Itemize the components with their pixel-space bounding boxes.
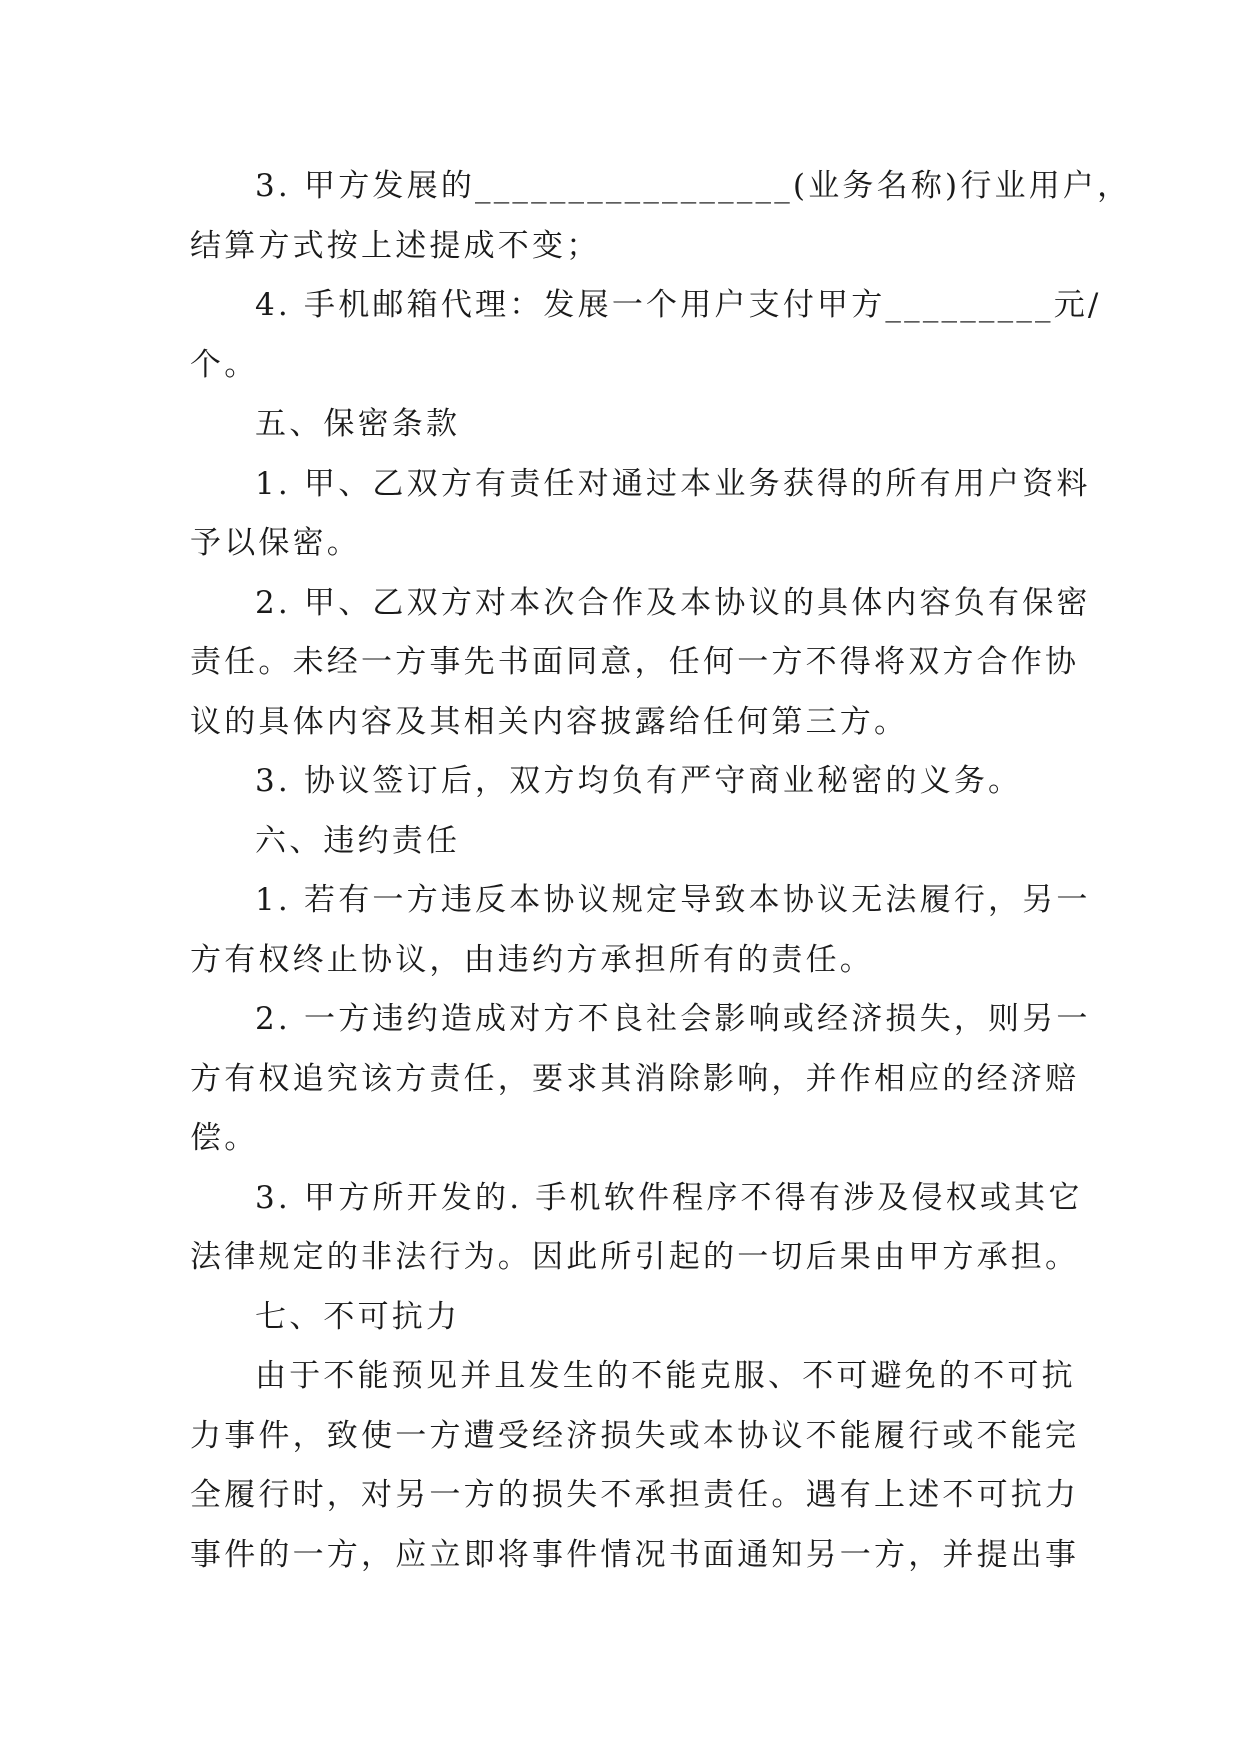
breach-clause-2-continuation: 方有权追究该方责任，要求其消除影响，并作相应的经济赔 [190,1060,1080,1097]
breach-clause-3-line: 3. 甲方所开发的. 手机软件程序不得有涉及侵权或其它 [255,1179,1083,1216]
confidentiality-clause-1-continuation: 予以保密。 [190,525,361,561]
force-majeure-paragraph-continuation: 事件的一方，应立即将事件情况书面通知另一方，并提出事 [190,1536,1080,1573]
clause-5-3-line: 3. 甲方发展的_________________(业务名称)行业用户， [255,168,1132,204]
breach-clause-1-continuation: 方有权终止协议，由违约方承担所有的责任。 [190,941,874,978]
confidentiality-clause-2-continuation: 责任。未经一方事先书面同意，任何一方不得将双方合作协 [190,644,1080,680]
breach-clause-2-line: 2. 一方违约造成对方不良社会影响或经济损失，则另一 [255,1001,1091,1037]
force-majeure-paragraph-continuation: 力事件，致使一方遭受经济损失或本协议不能履行或不能完 [190,1417,1080,1454]
breach-clause-3-continuation: 法律规定的非法行为。因此所引起的一切后果由甲方承担。 [190,1239,1080,1275]
confidentiality-clause-1-line: 1. 甲、乙双方有责任对通过本业务获得的所有用户资料 [255,465,1091,502]
force-majeure-paragraph-line: 由于不能预见并且发生的不能克服、不可避免的不可抗 [255,1358,1076,1394]
confidentiality-clause-3-line: 3. 协议签订后，双方均负有严守商业秘密的义务。 [255,763,1023,799]
confidentiality-clause-2-line: 2. 甲、乙双方对本次合作及本协议的具体内容负有保密 [255,584,1091,621]
force-majeure-paragraph-continuation: 全履行时，对另一方的损失不承担责任。遇有上述不可抗力 [190,1477,1080,1513]
confidentiality-clause-2-continuation: 议的具体内容及其相关内容披露给任何第三方。 [190,703,909,740]
section-heading-force-majeure: 七、不可抗力 [255,1298,461,1335]
document-body [190,157,1132,1585]
breach-clause-1-line: 1. 若有一方违反本协议规定导致本协议无法履行，另一 [255,882,1091,918]
clause-5-3-continuation: 结算方式按上述提成不变； [190,227,601,264]
section-heading-confidentiality: 五、保密条款 [255,406,461,442]
clause-5-4-continuation: 个。 [190,346,259,383]
clause-5-4-line: 4. 手机邮箱代理：发展一个用户支付甲方_________元/ [255,287,1102,323]
breach-clause-2-continuation: 偿。 [190,1120,259,1156]
section-heading-breach: 六、违约责任 [255,822,461,859]
